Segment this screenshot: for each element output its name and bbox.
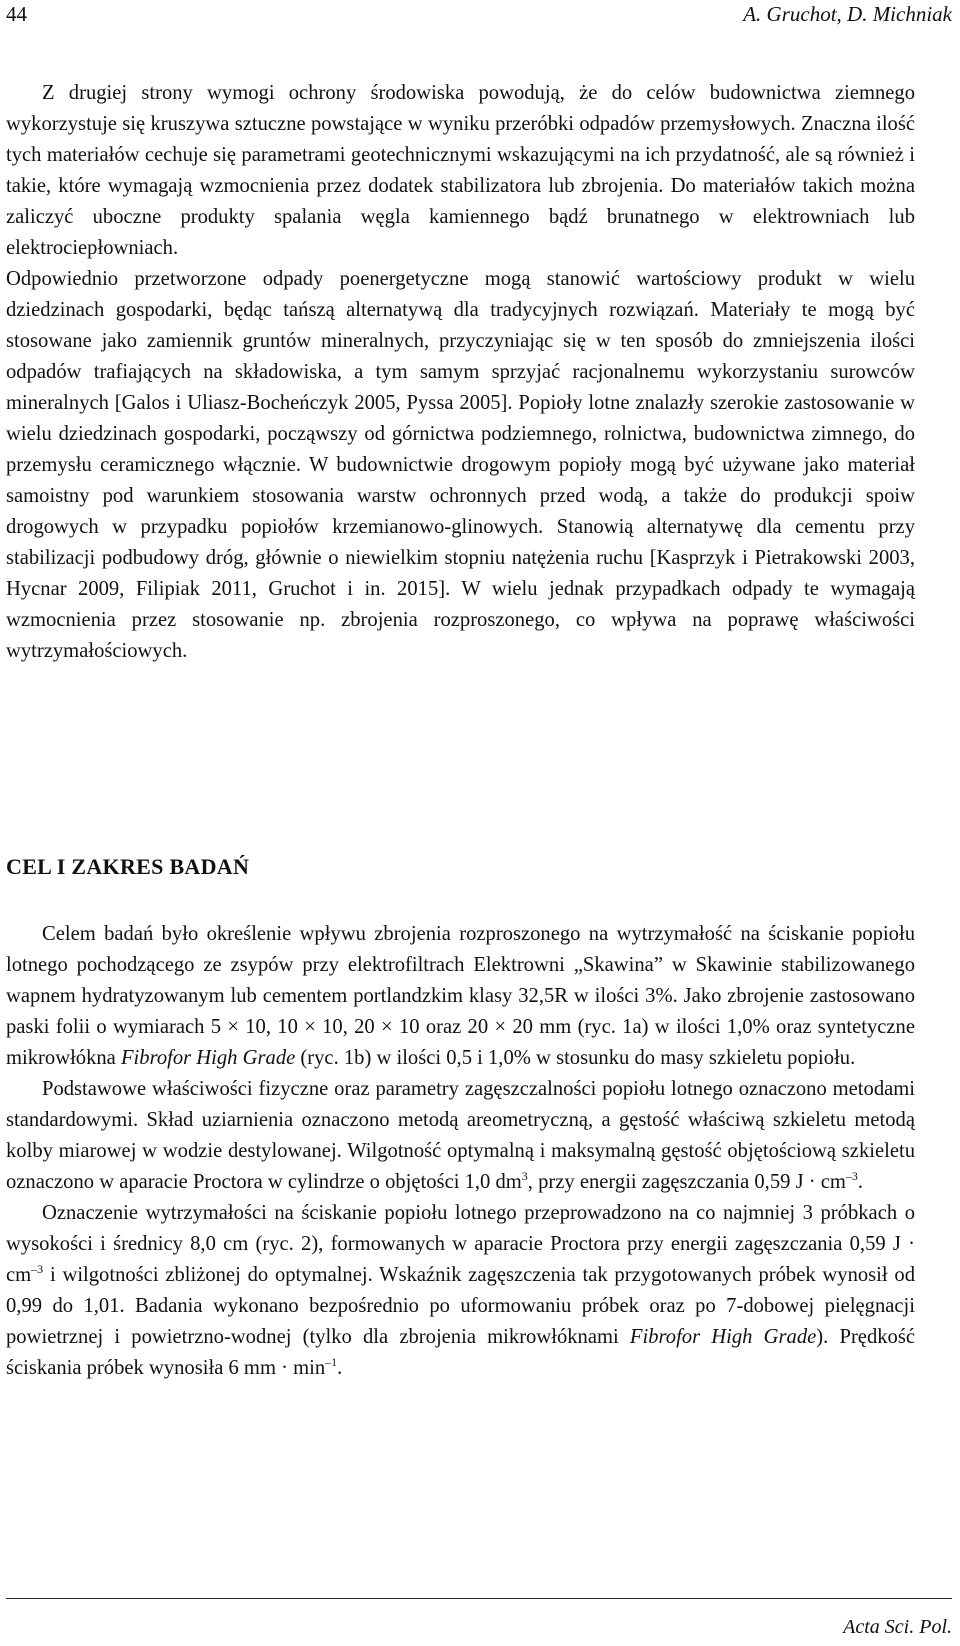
section-paragraph-2 — [6, 1074, 915, 1198]
superscript: 3 — [521, 1169, 528, 1183]
page-number: 44 — [6, 2, 27, 26]
section-paragraph-1 — [6, 919, 915, 1074]
superscript: –3 — [845, 1169, 858, 1183]
intro-paragraph-2: Odpowiednio przetworzone odpady poenergetyczne mogą stanowić wartościowy produkt w wielu dziedzinach gospodarki, będąc tańszą alternatywą dla tradycyjnych rozwiązań. Materiały te mogą być stosowane jako zamiennik gruntów mineralnych, przyczyniając się w ten sposób do zmniejszenia ilości odpadów trafiających na składowiska, a tym samym sprzyjać racjonalnemu wykorzystaniu surowców mineralnych [Galos i Uliasz-Bocheńczyk 2005, Pyssa 2005]. Popioły lotne znalazły szerokie zastosowanie w wielu dziedzinach gospodarki, począwszy od górnictwa podziemnego, rolnictwa, budownictwa zimnego, do przemysłu ceramicznego włącznie. W budownictwie drogowym popioły mogą być używane jako materiał samoistny pod warunkiem stosowania warstw ochronnych przed wodą, a także do produkcji spoiw drogowych w przypadku popiołów krzemianowo-glinowych. Stanowią alternatywę dla cementu przy stabilizacji podbudowy dróg, głównie o niewielkim stopniu natężenia ruchu [Kasprzyk i Pietrakowski 2003, Hycnar 2009, Filipiak 2011, Gruchot i in. 2015]. W wielu jednak przypadkach odpady te wymagają wzmocnienia przez stosowanie np. zbrojenia rozproszonego, co wpływa na poprawę właściwości wytrzymałościowych. — [6, 268, 915, 662]
text-run: . — [857, 1171, 864, 1193]
superscript: –3 — [31, 1262, 44, 1276]
text-run: , przy energii zagęszczania 0,59 J · cm — [527, 1171, 846, 1193]
text-run: . — [337, 1357, 343, 1379]
italic-term: Fibrofor High Grade — [120, 1047, 296, 1069]
text-run: Celem badań było określenie wpływu zbrojenia rozproszonego na wytrzymałość na ściskanie popiołu lotnego pochodzącego ze zsypów przy elektrofiltrach Elektrowni „Skawina” w Skawinie stabilizowanego wapnem hydratyzowanym lub cementem portlandzkim klasy 32,5R w ilości 3%. Jako zbrojenie zastosowano paski folii o wymiarach 5 × 10, 10 × 10, 20 × 10 oraz 20 × 20 mm (ryc. 1a) w ilości 1,0% oraz syntetyczne mikrowłókna — [6, 923, 915, 1069]
text-run: ). Prędkość ściskania próbek wynosiła 6 mm · min — [6, 1326, 915, 1379]
section-text — [6, 919, 915, 1384]
footer-journal: Acta Sci. Pol. — [843, 1616, 952, 1638]
section-paragraph-3 — [6, 1198, 915, 1384]
text-run: (ryc. 1b) w ilości 0,5 i 1,0% w stosunku do masy szkieletu popiołu. — [295, 1047, 856, 1069]
intro-text — [6, 78, 915, 667]
superscript: –1 — [325, 1355, 338, 1369]
text-run: i wilgotności zbliżonej do optymalnej. Wskaźnik zagęszczenia tak przygotowanych próbek wynosił od 0,99 do 1,01. Badania wykonano bezpośrednio po uformowaniu próbek oraz po 7-dobowej pielęgnacji powietrznej i powietrzno-wodnej (tylko dla zbrojenia mikrowłóknami — [6, 1264, 915, 1348]
text-run: Podstawowe właściwości fizyczne oraz parametry zagęszczalności popiołu lotnego oznaczono metodami standardowymi. Skład uziarnienia oznaczono metodą areometryczną, a gęstość właściwą szkieletu metodą kolby miarowej w wodzie destylowanej. Wilgotność optymalną i maksymalną gęstość objętościową szkieletu oznaczono w aparacie Proctora w cylindrze o objętości 1,0 dm — [6, 1078, 915, 1193]
section-heading: CEL I ZAKRES BADAŃ — [6, 854, 250, 879]
text-run: Oznaczenie wytrzymałości na ściskanie popiołu lotnego przeprowadzono na co najmniej 3 próbkach o wysokości i średnicy 8,0 cm (ryc. 2), formowanych w aparacie Proctora przy energii zagęszczania 0,59 J · cm — [6, 1202, 915, 1286]
italic-term: Fibrofor High Grade — [629, 1326, 817, 1348]
running-head: A. Gruchot, D. Michniak — [743, 2, 952, 26]
footer-rule — [6, 1598, 952, 1599]
intro-paragraph-1: Z drugiej strony wymogi ochrony środowiska powodują, że do celów budownictwa ziemnego wykorzystuje się kruszywa sztuczne powstające w wyniku przeróbki odpadów przemysłowych. Znaczna ilość tych materiałów cechuje się parametrami geotechnicznymi wskazującymi na ich przydatność, ale są również i takie, które wymagają wzmocnienia przez dodatek stabilizatora lub zbrojenia. Do materiałów takich można zaliczyć uboczne produkty spalania węgla kamiennego bądź brunatnego w elektrowniach lub elektrociepłowniach. — [6, 82, 915, 259]
